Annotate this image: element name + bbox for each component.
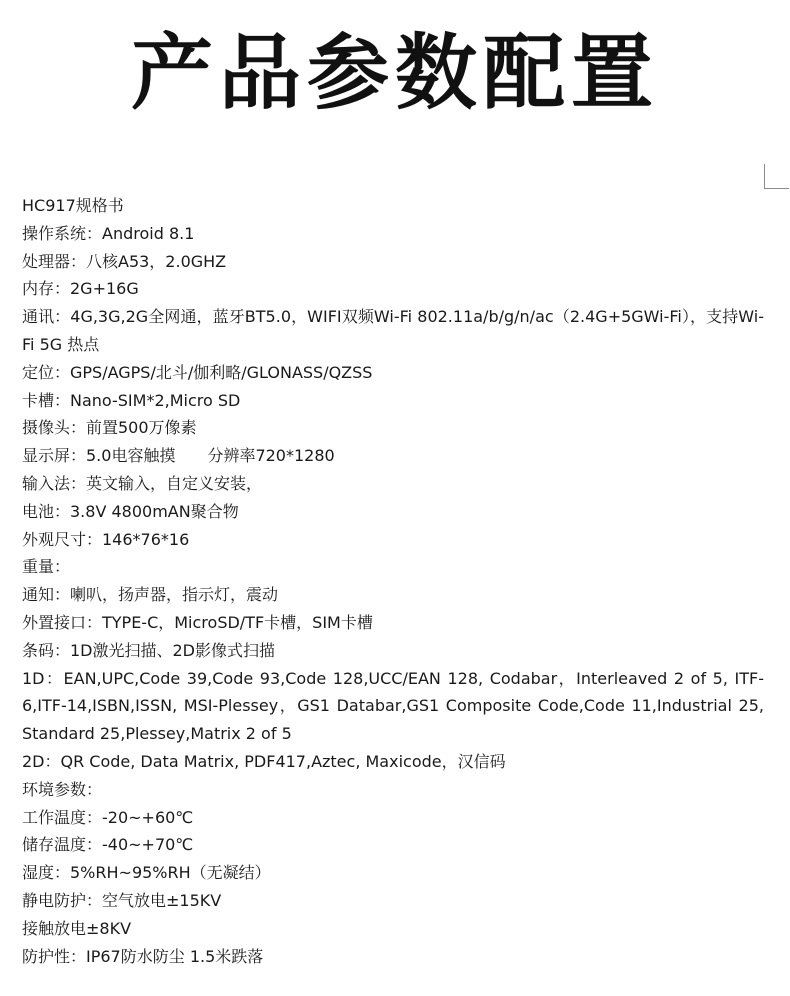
spec-dimensions: 外观尺寸：146*76*16 [22,529,190,549]
spec-input-method: 输入法：英文输入，自定义安装， [22,473,263,493]
spec-notification: 通知：喇叭，扬声器，指示灯，震动 [22,585,279,605]
spec-card-slot: 卡槽：Nano-SIM*2,Micro SD [22,390,241,410]
spec-positioning: 定位：GPS/AGPS/北斗/伽利略/GLONASS/QZSS [22,362,373,382]
spec-environment: 环境参数： [22,779,103,799]
spec-sheet [22,192,764,970]
spec-display: 显示屏：5.0电容触摸 分辨率720*1280 [22,446,335,466]
spec-barcode: 条码：1D激光扫描、2D影像式扫描 [22,640,276,660]
spec-humidity: 湿度：5%RH~95%RH（无凝结） [22,863,271,883]
spec-os: 操作系统：Android 8.1 [22,223,195,243]
spec-storage-temp: 储存温度：-40~+70℃ [22,835,194,855]
page-corner-mark [764,164,789,189]
spec-title: HC917规格书 [22,196,124,215]
spec-connectivity: 通讯：4G,3G,2G全网通，蓝牙BT5.0，WIFI双频Wi-Fi 802.11a/b/g/n/ac（2.4G+5GWi-Fi），支持Wi-Fi 5G 热点 [22,307,764,354]
spec-esd-air: 静电防护：空气放电±15KV [22,890,222,910]
spec-protection: 防护性：IP67防水防尘 1.5米跌落 [22,946,264,966]
spec-esd-contact: 接触放电±8KV [22,918,132,938]
spec-battery: 电池：3.8V 4800mAN聚合物 [22,501,239,521]
spec-2d-symbologies: 2D：QR Code, Data Matrix, PDF417,Aztec, Maxicode，汉信码 [22,751,506,771]
spec-1d-symbologies: 1D：EAN,UPC,Code 39,Code 93,Code 128,UCC/EAN 128, Codabar，Interleaved 2 of 5, ITF-6,ITF-14,ISBN,ISSN, MSI-Plessey，GS1 Databar,GS1 Composite Code,Code 11,Industrial 25, Standard 25,Plessey,Matrix 2 of 5 [22,668,764,744]
spec-camera: 摄像头：前置500万像素 [22,418,197,438]
spec-memory: 内存：2G+16G [22,279,139,299]
spec-weight: 重量： [22,557,71,577]
page-title: 产品参数配置 [130,26,659,121]
spec-processor: 处理器：八核A53，2.0GHZ [22,251,227,271]
spec-operating-temp: 工作温度：-20~+60℃ [22,807,194,827]
spec-interfaces: 外置接口：TYPE-C，MicroSD/TF卡槽，SIM卡槽 [22,612,373,632]
